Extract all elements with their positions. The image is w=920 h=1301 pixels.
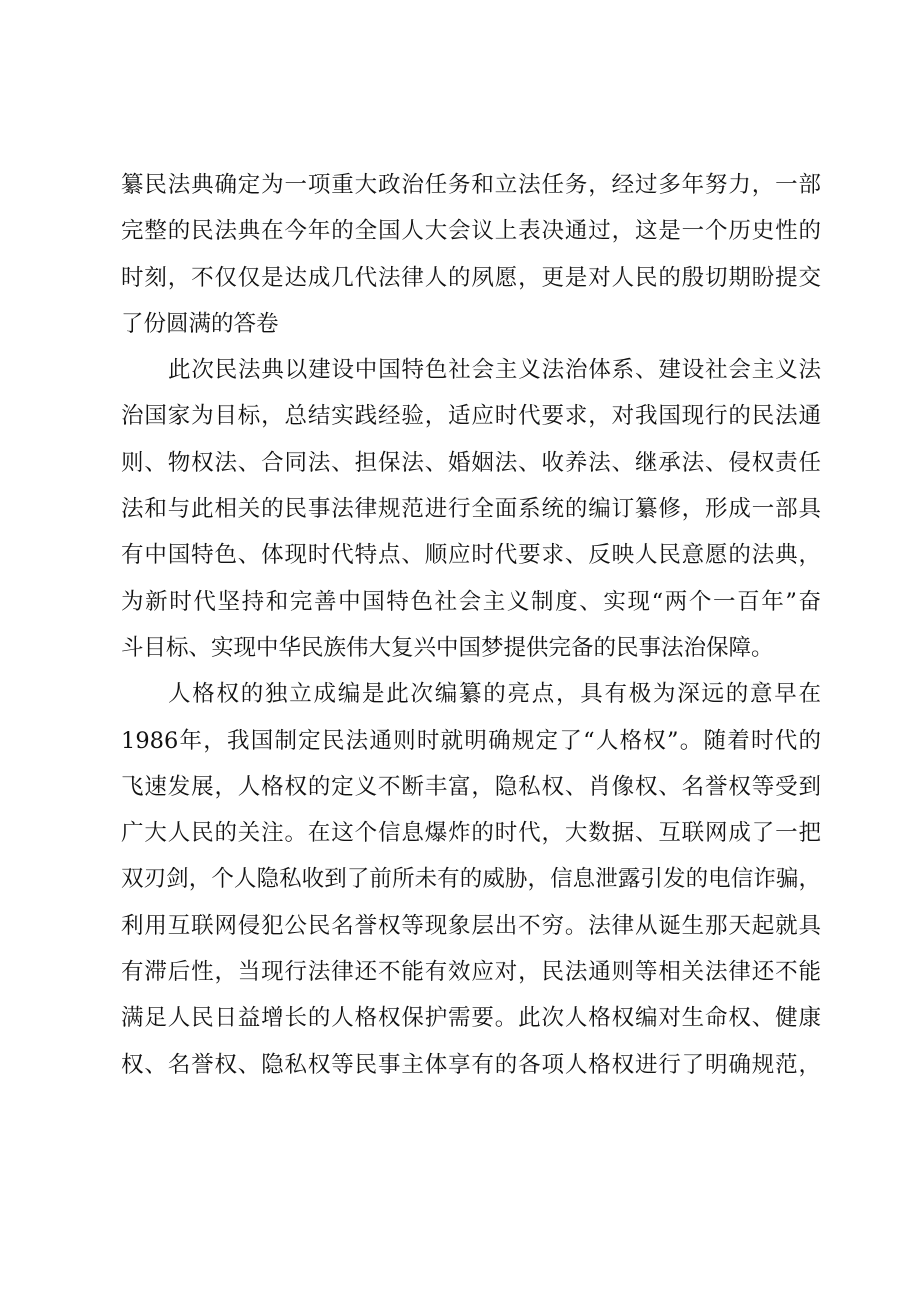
paragraph-3-line-3: 飞速发展，人格权的定义不断丰富，隐私权、肖像权、名誉权等受到 — [121, 773, 821, 800]
paragraph-1-line-2: 完整的民法典在今年的全国人大会议上表决通过，这是一个历史性的 — [121, 218, 821, 245]
paragraph-2-line-6: 为新时代坚持和完善中国特色社会主义制度、实现“两个一百年”奋 — [121, 588, 821, 615]
paragraph-3-line-5: 双刃剑，个人隐私收到了前所未有的威胁，信息泄露引发的电信诈骗， — [121, 866, 821, 893]
paragraph-2-line-3: 则、物权法、合同法、担保法、婚姻法、收养法、继承法、侵权责任 — [121, 449, 821, 476]
paragraph-1-line-1: 纂民法典确定为一项重大政治任务和立法任务，经过多年努力，一部 — [121, 172, 821, 198]
paragraph-1-line-3: 时刻，不仅仅是达成几代法律人的夙愿，更是对人民的殷切期盼提交 — [121, 264, 821, 291]
paragraph-3-line-9: 权、名誉权、隐私权等民事主体享有的各项人格权进行了明确规范， — [121, 1051, 821, 1078]
paragraph-3-line-2: 1986年，我国制定民法通则时就明确规定了“人格权”。随着时代的 — [121, 727, 821, 754]
paragraph-3-line-1: 人格权的独立成编是此次编纂的亮点，具有极为深远的意早在 — [168, 681, 821, 708]
document-body — [121, 162, 821, 1088]
paragraph-2-line-1: 此次民法典以建设中国特色社会主义法治体系、建设社会主义法 — [168, 357, 821, 384]
paragraph-3-line-6: 利用互联网侵犯公民名誉权等现象层出不穷。法律从诞生那天起就具 — [121, 912, 821, 939]
paragraph-2-line-4: 法和与此相关的民事法律规范进行全面系统的编订纂修，形成一部具 — [121, 496, 821, 523]
paragraph-2-line-2: 治国家为目标，总结实践经验，适应时代要求，对我国现行的民法通 — [121, 403, 821, 430]
paragraph-3-line-8: 满足人民日益增长的人格权保护需要。此次人格权编对生命权、健康 — [121, 1005, 821, 1032]
paragraph-2-line-5: 有中国特色、体现时代特点、顺应时代要求、反映人民意愿的法典， — [121, 542, 821, 569]
paragraph-1-line-4: 了份圆满的答卷 — [121, 310, 279, 337]
paragraph-3-line-4: 广大人民的关注。在这个信息爆炸的时代，大数据、互联网成了一把 — [121, 820, 821, 847]
paragraph-2-line-7: 斗目标、实现中华民族伟大复兴中国梦提供完备的民事法治保障。 — [121, 634, 774, 661]
paragraph-3-line-7: 有滞后性，当现行法律还不能有效应对，民法通则等相关法律还不能 — [121, 959, 821, 986]
